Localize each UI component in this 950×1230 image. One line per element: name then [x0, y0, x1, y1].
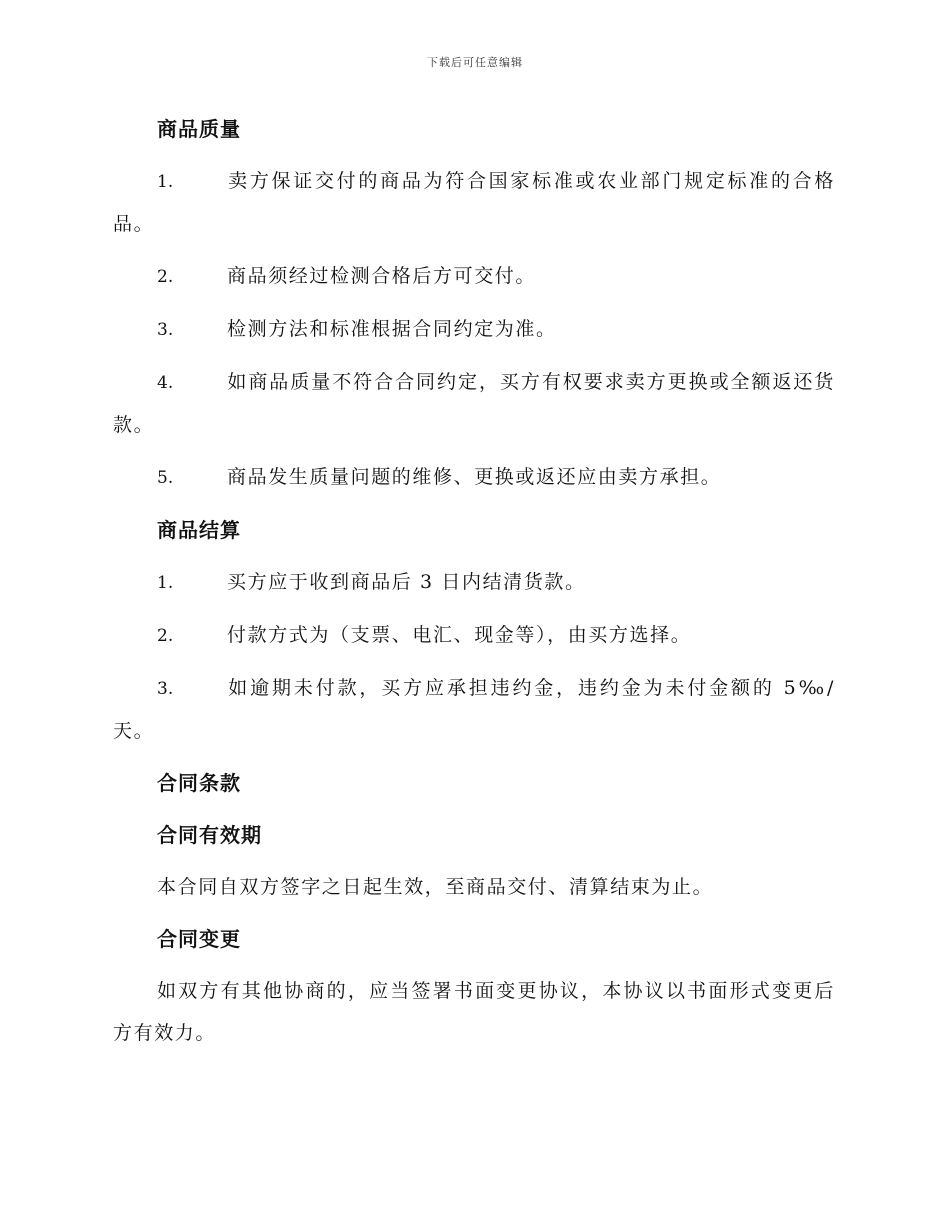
item-number: 2. [157, 626, 174, 646]
list-item [113, 561, 835, 604]
item-number: 4. [157, 373, 174, 393]
item-text: 商品须经过检测合格后方可交付。 [227, 265, 537, 287]
item-number: 3. [157, 679, 174, 699]
list-item [113, 614, 835, 657]
item-number: 5. [157, 468, 174, 488]
list-item [113, 456, 835, 499]
section-heading-settlement: 商品结算 [157, 518, 241, 542]
list-item [113, 667, 835, 752]
item-text: 如逾期未付款，买方应承担违约金，违约金为未付金额的 5‰/天。 [113, 677, 835, 742]
paragraph-change: 如双方有其他协商的，应当签署书面变更协议，本协议以书面形式变更后方有效力。 [113, 980, 835, 1044]
page-header: 下载后可任意编辑 [427, 56, 523, 69]
section-heading-terms: 合同条款 [157, 771, 241, 795]
list-item [113, 160, 835, 245]
list-item [113, 361, 835, 446]
item-text: 商品发生质量问题的维修、更换或返还应由卖方承担。 [227, 466, 722, 488]
list-item [113, 255, 835, 298]
item-number: 1. [157, 172, 174, 192]
paragraph-validity: 本合同自双方签字之日起生效，至商品交付、清算结束为止。 [157, 876, 714, 898]
item-text: 卖方保证交付的商品为符合国家标准或农业部门规定标准的合格品。 [113, 170, 835, 235]
item-number: 2. [157, 267, 174, 287]
item-text: 检测方法和标准根据合同约定为准。 [227, 318, 557, 340]
item-text: 买方应于收到商品后 3 日内结清货款。 [227, 571, 586, 593]
item-text: 如商品质量不符合合同约定，买方有权要求卖方更换或全额返还货款。 [113, 371, 835, 436]
section-heading-change: 合同变更 [157, 927, 241, 951]
item-text: 付款方式为（支票、电汇、现金等），由买方选择。 [227, 624, 692, 646]
section-heading-validity: 合同有效期 [157, 823, 262, 847]
item-number: 3. [157, 320, 174, 340]
list-item [113, 308, 835, 351]
section-heading-quality: 商品质量 [157, 117, 241, 141]
document-body [113, 108, 835, 1064]
item-number: 1. [157, 573, 174, 593]
